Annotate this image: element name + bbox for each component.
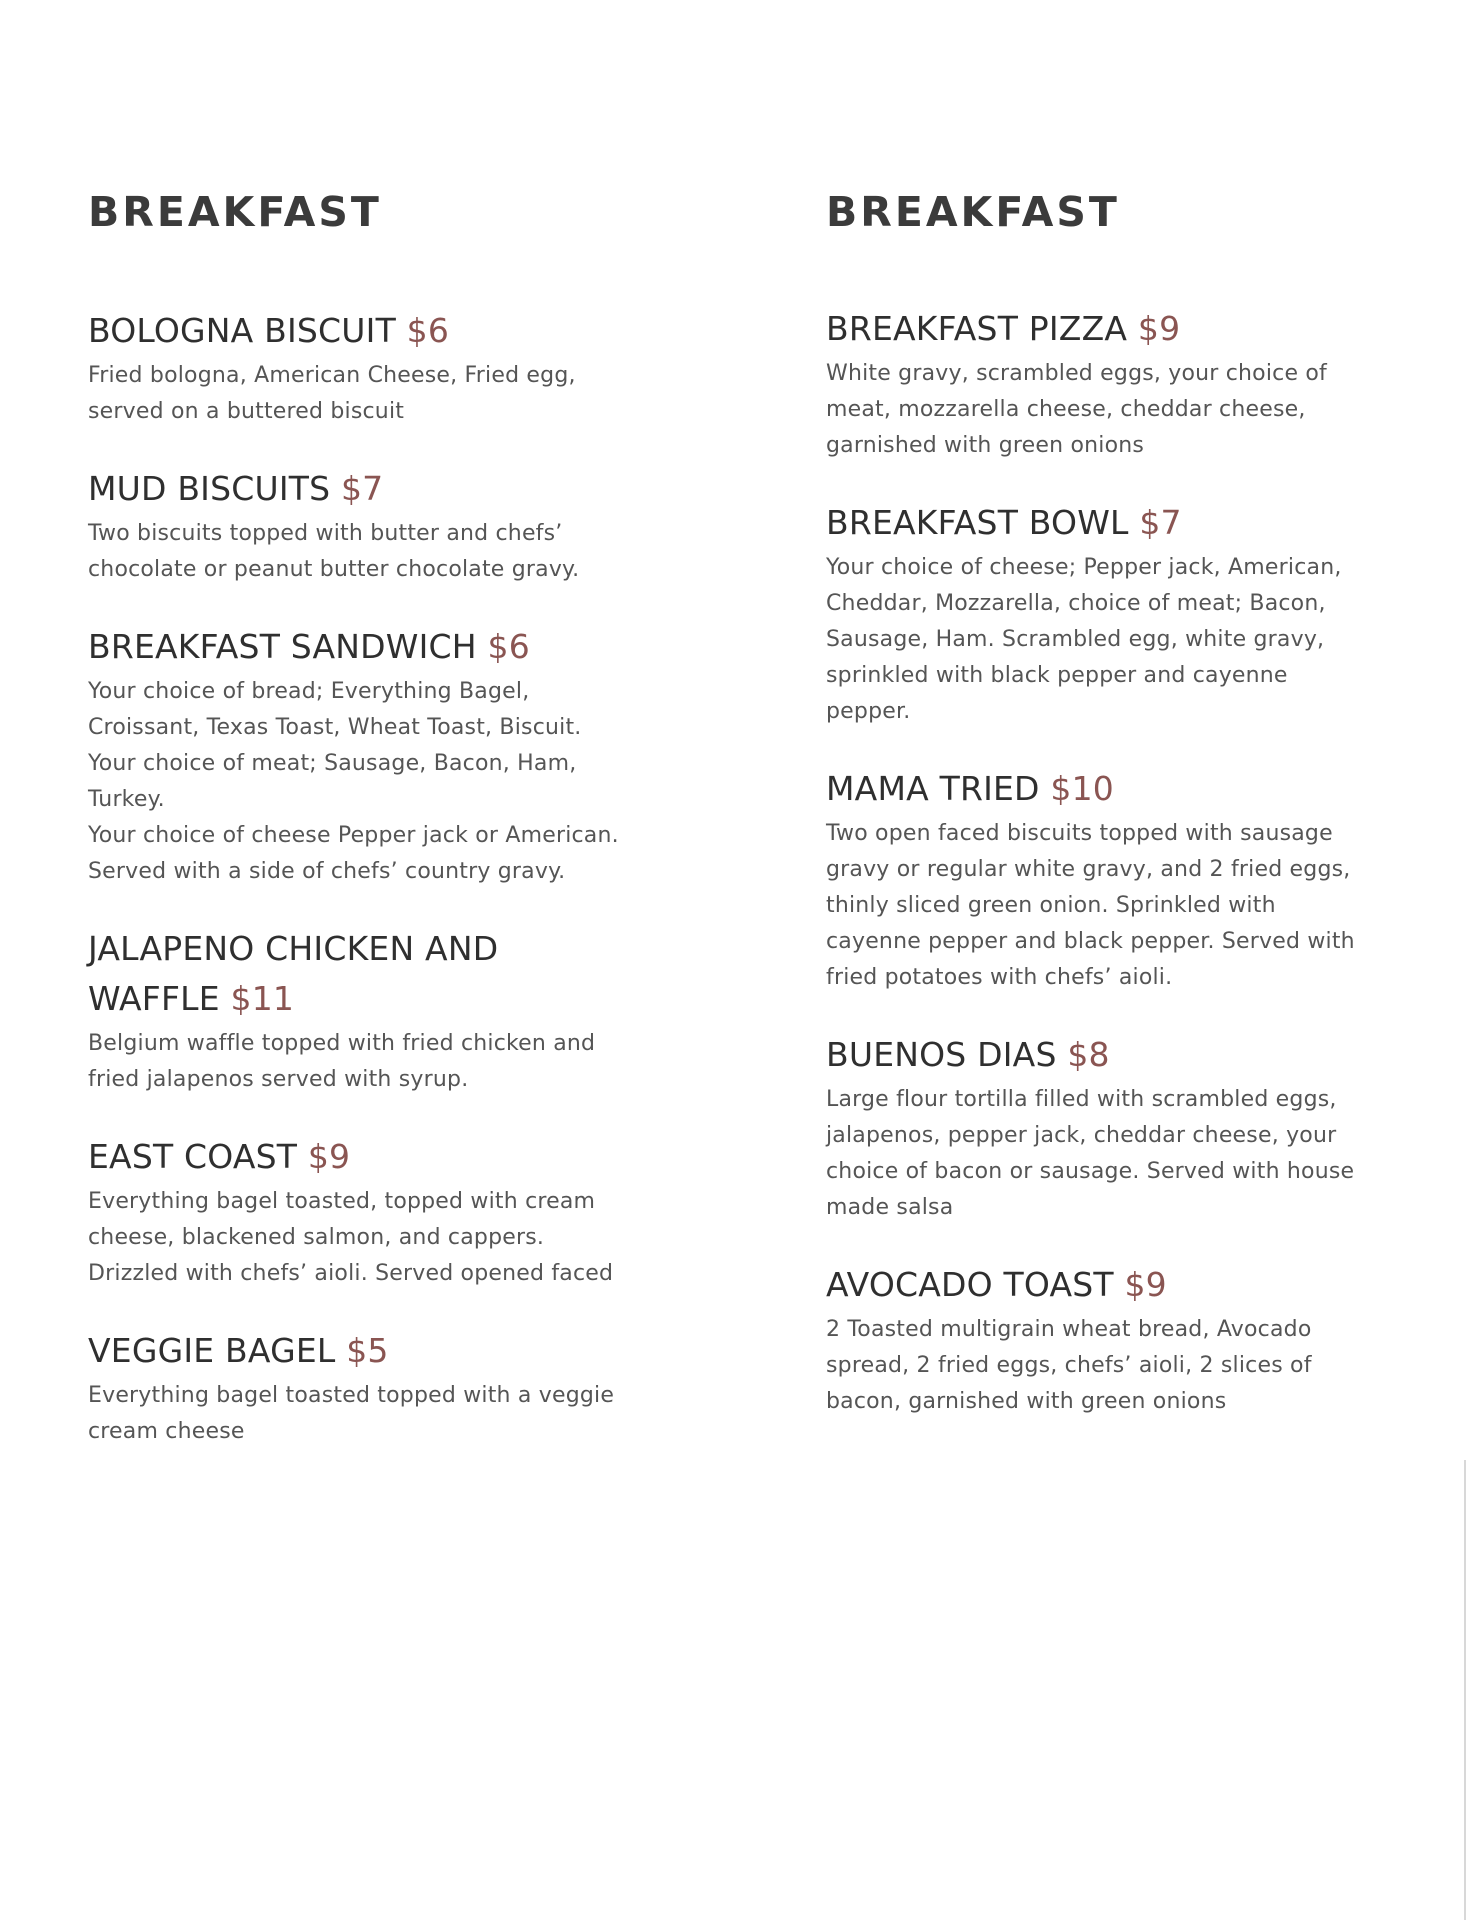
menu-item: [88, 622, 688, 890]
menu-item: [826, 1260, 1426, 1420]
item-title: [826, 304, 1426, 354]
item-name: JALAPENO CHICKEN AND WAFFLE: [88, 929, 499, 1018]
description-line: served on a buttered biscuit: [88, 399, 405, 424]
description-line: cayenne pepper and black pepper. Served with: [826, 929, 1355, 954]
description-line: fried potatoes with chefs’ aioli.: [826, 965, 1173, 990]
description-line: Croissant, Texas Toast, Wheat Toast, Biscuit.: [88, 715, 582, 740]
item-description: [88, 358, 688, 430]
item-price: $5: [346, 1331, 389, 1370]
item-description: [88, 674, 688, 890]
description-line: Your choice of meat; Sausage, Bacon, Ham,: [88, 751, 577, 776]
description-line: Your choice of bread; Everything Bagel,: [88, 679, 530, 704]
description-line: meat, mozzarella cheese, cheddar cheese,: [826, 397, 1306, 422]
item-description: [88, 1026, 688, 1098]
description-line: spread, 2 fried eggs, chefs’ aioli, 2 slices of: [826, 1353, 1312, 1378]
menu-item: [88, 1132, 688, 1292]
menu-item: [826, 304, 1426, 464]
menu-item: [88, 1326, 688, 1450]
item-name: BREAKFAST BOWL: [826, 503, 1129, 542]
item-price: $9: [307, 1137, 351, 1176]
menu-item: [88, 464, 688, 588]
description-line: thinly sliced green onion. Sprinkled with: [826, 893, 1276, 918]
item-name: EAST COAST: [88, 1137, 298, 1176]
item-description: [88, 1184, 688, 1292]
section-heading: BREAKFAST: [88, 188, 382, 236]
item-price: $7: [340, 469, 384, 508]
description-line: 2 Toasted multigrain wheat bread, Avocado: [826, 1317, 1312, 1342]
item-description: [826, 1082, 1426, 1226]
menu-items-list: [88, 306, 688, 1484]
description-line: pepper.: [826, 699, 911, 724]
item-title: [826, 498, 1426, 548]
item-title: [88, 464, 688, 514]
menu-item: [88, 924, 688, 1098]
description-line: Two biscuits topped with butter and chefs’: [88, 521, 563, 546]
item-title: [88, 622, 688, 672]
item-title: [826, 1260, 1426, 1310]
menu-items-list: [826, 304, 1426, 1454]
description-line: Everything bagel toasted topped with a veggie: [88, 1383, 615, 1408]
item-name: BREAKFAST PIZZA: [826, 309, 1128, 348]
description-line: Served with a side of chefs’ country gravy.: [88, 859, 566, 884]
item-description: [826, 356, 1426, 464]
description-line: Your choice of cheese Pepper jack or American.: [88, 823, 619, 848]
item-name: MAMA TRIED: [826, 769, 1040, 808]
item-name: MUD BISCUITS: [88, 469, 331, 508]
item-description: [88, 1378, 688, 1450]
description-line: cheese, blackened salmon, and cappers.: [88, 1225, 545, 1250]
item-description: [88, 516, 688, 588]
description-line: choice of bacon or sausage. Served with house: [826, 1159, 1355, 1184]
menu-item: [88, 306, 688, 430]
description-line: Drizzled with chefs’ aioli. Served opened faced: [88, 1261, 614, 1286]
scan-edge-line: [1464, 1460, 1466, 1920]
item-title: [88, 306, 688, 356]
menu-item: [826, 1030, 1426, 1226]
item-name: AVOCADO TOAST: [826, 1265, 1114, 1304]
description-line: garnished with green onions: [826, 433, 1145, 458]
description-line: chocolate or peanut butter chocolate gravy.: [88, 557, 580, 582]
item-name: BOLOGNA BISCUIT: [88, 311, 396, 350]
item-title: [88, 1132, 688, 1182]
item-price: $6: [406, 311, 450, 350]
item-title: [88, 1326, 688, 1376]
item-title: [826, 764, 1426, 814]
menu-item: [826, 764, 1426, 996]
description-line: Everything bagel toasted, topped with cream: [88, 1189, 596, 1214]
item-price: $8: [1067, 1035, 1110, 1074]
description-line: Two open faced biscuits topped with sausage: [826, 821, 1333, 846]
description-line: Large flour tortilla filled with scrambled eggs,: [826, 1087, 1337, 1112]
item-price: $10: [1050, 769, 1114, 808]
item-price: $6: [487, 627, 530, 666]
item-title: [88, 924, 518, 1024]
description-line: Cheddar, Mozzarella, choice of meat; Bacon,: [826, 591, 1326, 616]
description-line: made salsa: [826, 1195, 954, 1220]
item-price: $9: [1137, 309, 1181, 348]
item-description: [826, 816, 1426, 996]
description-line: gravy or regular white gravy, and 2 fried eggs,: [826, 857, 1351, 882]
item-description: [826, 550, 1426, 730]
item-price: $9: [1124, 1265, 1167, 1304]
item-price: $11: [230, 979, 295, 1018]
description-line: sprinkled with black pepper and cayenne: [826, 663, 1288, 688]
description-line: fried jalapenos served with syrup.: [88, 1067, 469, 1092]
menu-item: [826, 498, 1426, 730]
item-name: VEGGIE BAGEL: [88, 1331, 336, 1370]
description-line: White gravy, scrambled eggs, your choice of: [826, 361, 1327, 386]
item-description: [826, 1312, 1426, 1420]
description-line: Your choice of cheese; Pepper jack, American,: [826, 555, 1342, 580]
description-line: jalapenos, pepper jack, cheddar cheese, your: [826, 1123, 1337, 1148]
description-line: Turkey.: [88, 787, 165, 812]
item-title: [826, 1030, 1426, 1080]
description-line: Belgium waffle topped with fried chicken and: [88, 1031, 596, 1056]
item-name: BREAKFAST SANDWICH: [88, 627, 477, 666]
item-name: BUENOS DIAS: [826, 1035, 1057, 1074]
section-heading: BREAKFAST: [826, 188, 1120, 236]
description-line: cream cheese: [88, 1419, 245, 1444]
description-line: Fried bologna, American Cheese, Fried egg,: [88, 363, 576, 388]
description-line: Sausage, Ham. Scrambled egg, white gravy,: [826, 627, 1325, 652]
item-price: $7: [1139, 503, 1182, 542]
description-line: bacon, garnished with green onions: [826, 1389, 1227, 1414]
